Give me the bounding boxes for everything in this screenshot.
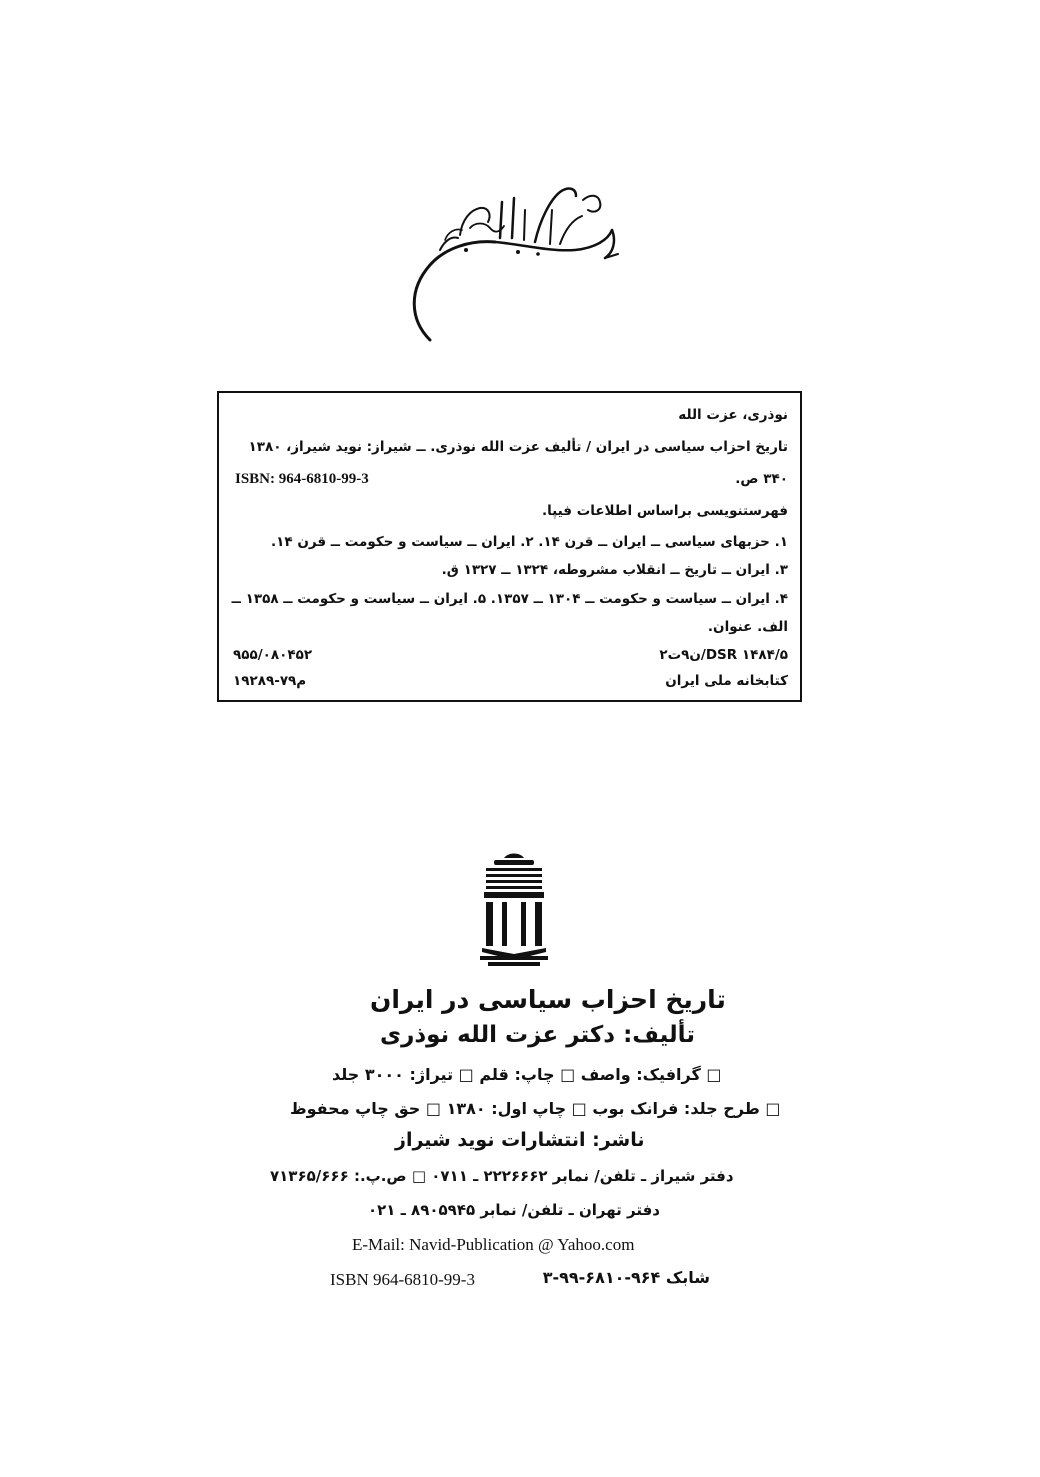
- cip-isbn: ISBN: 964-6810-99-3: [235, 471, 369, 487]
- cip-lc-number: DSR ۱۴۸۴/۵/ن۹ت۲: [659, 647, 788, 663]
- isbn-farsi: شابک ۹۶۴-۶۸۱۰-۹۹-۳: [542, 1268, 710, 1287]
- cip-library-number: م۷۹-۱۹۲۸۹: [233, 673, 307, 689]
- cip-fipa-note: فهرستنویسی براساس اطلاعات فیپا.: [541, 503, 788, 519]
- cip-isbn-row: [231, 471, 788, 491]
- shiraz-office: دفتر شیراز ـ تلفن/ نمابر ۲۲۲۶۶۶۲ ـ ۰۷۱۱ □ ص.پ.: ۷۱۳۶۵/۶۶۶: [270, 1167, 734, 1185]
- cip-subject-2: ۳. ایران ــ تاریخ ــ انقلاب مشروطه، ۱۳۲۴ ــ ۱۳۲۷ ق.: [441, 562, 788, 578]
- cip-subject-4: الف. عنوان.: [707, 619, 788, 635]
- cip-subject-1: ۱. حزبهای سیاسی ــ ایران ــ قرن ۱۴. ۲. ایران ــ سیاست و حکومت ــ قرن ۱۴.: [271, 534, 788, 550]
- bismillah-calligraphy: [400, 180, 640, 350]
- cip-title-line: تاریخ احزاب سیاسی در ایران / تألیف عزت الله نوذری. ــ شیراز: نوید شیراز، ۱۳۸۰: [248, 439, 788, 455]
- publisher-logo-icon: [478, 850, 550, 968]
- cip-author: نوذری، عزت الله: [678, 407, 788, 423]
- tehran-office: دفتر تهران ـ تلفن/ نمابر ۸۹۰۵۹۴۵ ـ ۰۲۱: [368, 1201, 660, 1219]
- cip-pages: ۳۴۰ ص.: [735, 471, 788, 487]
- cip-dewey: ۹۵۵/۰۸۰۴۵۲: [233, 647, 313, 663]
- isbn-latin: ISBN 964-6810-99-3: [330, 1270, 475, 1289]
- isbn-line: [330, 1268, 710, 1290]
- book-title: تاریخ احزاب سیاسی در ایران: [370, 985, 726, 1014]
- imprint-graphics: □ گرافیک: واصف □ چاپ: قلم □ تیراژ: ۳۰۰۰ جلد: [332, 1065, 722, 1084]
- cip-subject-3: ۴. ایران ــ سیاست و حکومت ــ ۱۳۰۴ ــ ۱۳۵۷. ۵. ایران ــ سیاست و حکومت ــ ۱۳۵۸ ــ: [231, 591, 788, 607]
- cip-library: کتابخانه ملی ایران: [665, 673, 788, 689]
- book-author: تألیف: دکتر عزت الله نوذری: [380, 1022, 695, 1048]
- publisher-email: E-Mail: Navid-Publication @ Yahoo.com: [352, 1235, 635, 1254]
- imprint-publisher: ناشر: انتشارات نوید شیراز: [395, 1129, 645, 1151]
- imprint-cover: □ طرح جلد: فرانک بوب □ چاپ اول: ۱۳۸۰ □ حق چاپ محفوظ: [290, 1099, 781, 1118]
- catalog-record-box: [217, 391, 802, 702]
